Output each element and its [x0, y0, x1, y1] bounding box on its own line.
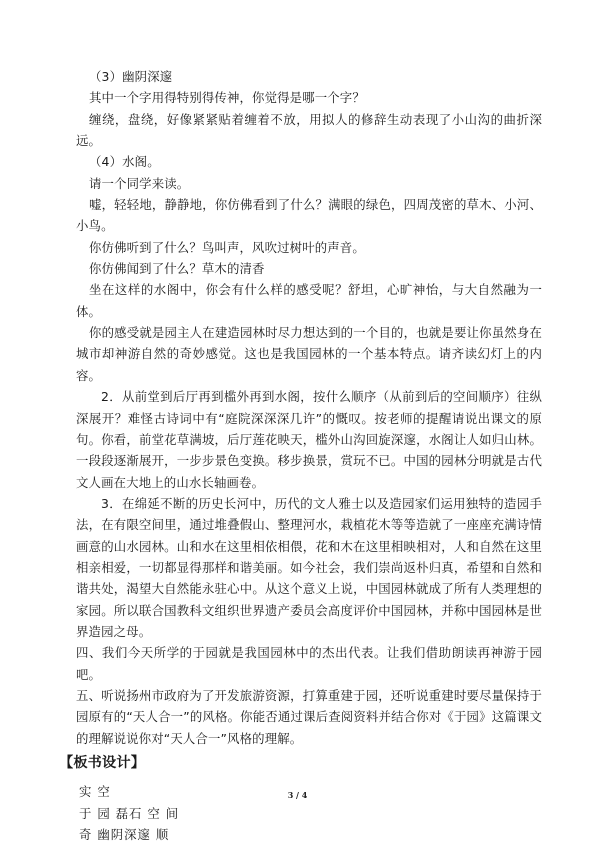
instruction-paragraph: 请一个同学来读。: [89, 175, 190, 191]
board-line: 实 空: [79, 784, 111, 799]
section-5-paragraph: 五、听说扬州市政府为了开发旅游资源，打算重建于园，还听说重建时要尽量保持于园原有的“天人合一”的风格。你能否通过课后查阅资料并结合你对《于园》这篇课文的理解说说你对“天人合一”风格的理解。: [76, 687, 542, 746]
board-line: 于 园 磊石 空 间: [79, 805, 180, 821]
reading-paragraph: 嘘，轻轻地，静静地，你仿佛看到了什么？满眼的绿色，四周茂密的草木、小河、小鸟。: [76, 197, 542, 234]
board-design-heading: 【板书设计】: [59, 755, 146, 771]
feeling-question: 坐在这样的水阁中，你会有什么样的感受呢？舒坦，心旷神怡，与大自然融为一体。: [76, 282, 542, 319]
page-number: 3 / 4: [287, 790, 308, 800]
answer-paragraph: 缠绕，盘绕，好像紧紧贴着缠着不放，用拟人的修辞生动表现了小山沟的曲折深远。: [76, 111, 542, 149]
point-2-paragraph: 2．从前堂到后厅再到槛外再到水阁，按什么顺序（从前到后的空间顺序）往纵深展开？难怪古诗词中有“庭院深深深几许”的慨叹。按老师的提醒请说出课文的原句。你看，前堂花草满坡，后厅莲花映天，槛外山沟回旋深邃，水阁让人如归山林。一段段逐渐展开，一步步景色变换。移步换景，赏玩不已。中国的园林分明就是古代文人画在大地上的山水长轴画卷。: [76, 389, 542, 490]
lesson-body: [59, 66, 542, 846]
point-3-paragraph: 3．在绵延不断的历史长河中，历代的文人雅士以及造园家们运用独特的造园手法，在有限空间里，通过堆叠假山、整理河水，栽植花木等等造就了一座座充满诗情画意的山水园林。山和水在这里相依相偎，花和木在这里相映相对，人和自然在这里相亲相爱，一切都显得那样和谐美丽。如今社会，我们崇尚返朴归真，希望和自然和谐共处，渴望大自然能永驻心中。从这个意义上说，中国园林就成了所有人类理想的家园。所以联合国教科文组织世界遗产委员会高度评价中国园林，并称中国园林是世界造园之母。: [76, 495, 542, 639]
summary-paragraph: 你的感受就是园主人在建造园林时尽力想达到的一个目的，也就是要让你虽然身在城市却神游自然的奇妙感觉。这也是我国园林的一个基本特点。请齐读幻灯上的内容。: [76, 325, 542, 383]
hearing-question: 你仿佛听到了什么？鸟叫声，风吹过树叶的声音。: [89, 239, 365, 255]
board-line: 奇 幽阴深邃 顺: [79, 827, 170, 842]
smell-question: 你仿佛闻到了什么？草木的清香: [89, 261, 265, 277]
subsection-title-3: （3）幽阴深邃: [89, 69, 173, 84]
subsection-title-4: （4）水阁。: [89, 154, 160, 170]
section-4-paragraph: 四、我们今天所学的于园就是我国园林中的杰出代表。让我们借助朗读再神游于园吧。: [76, 645, 542, 682]
question-paragraph: 其中一个字用得特别得传神，你觉得是哪一个字？: [89, 90, 365, 106]
